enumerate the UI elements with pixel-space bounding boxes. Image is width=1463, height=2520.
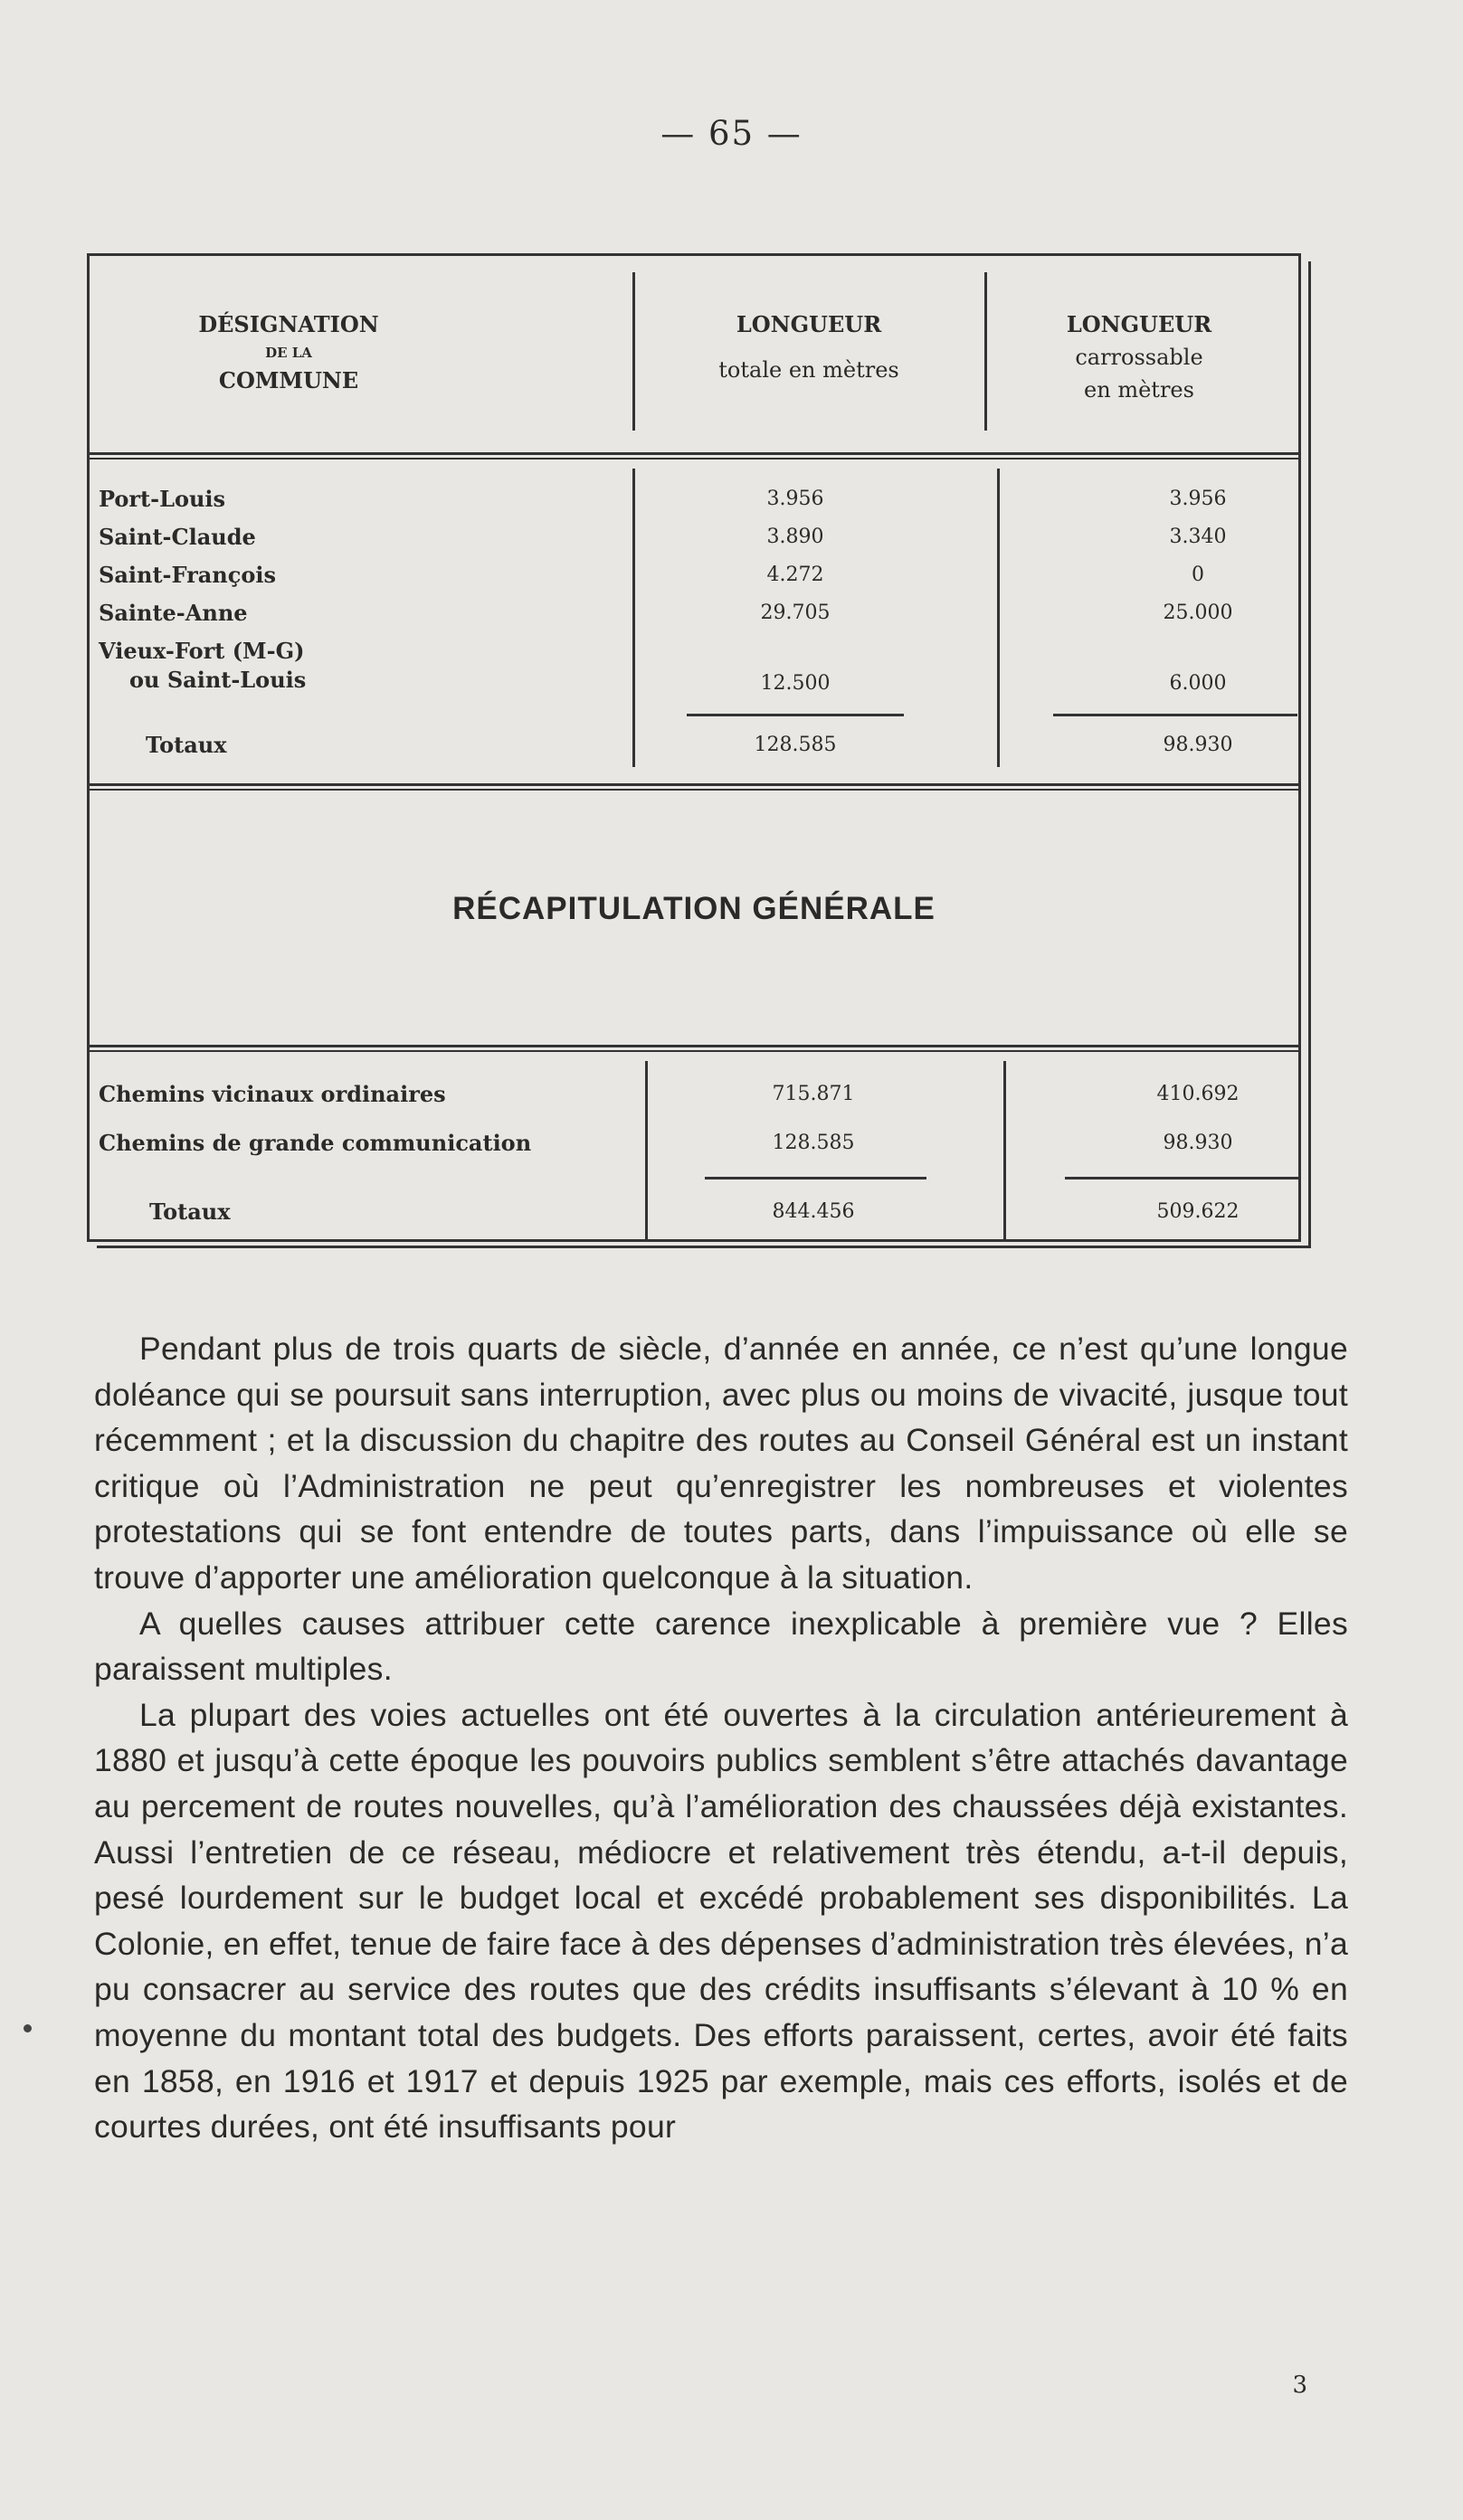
recap-row-label: Chemins vicinaux ordinaires xyxy=(99,1081,446,1107)
recap-cell-totale: 715.871 xyxy=(772,1083,855,1105)
header-rule xyxy=(90,458,1298,459)
signature-number: 3 xyxy=(1292,2372,1307,2399)
recap-cell-totale: 128.585 xyxy=(772,1132,855,1154)
recap-total-label: Totaux xyxy=(149,1198,231,1225)
cell-totale: 4.272 xyxy=(766,564,824,586)
row-label: Saint-Claude xyxy=(99,524,256,550)
column-divider xyxy=(632,272,635,431)
column-divider xyxy=(984,272,987,431)
subtotal-rule xyxy=(1053,714,1297,716)
subtotal-rule xyxy=(687,714,904,716)
column-divider xyxy=(1003,1061,1006,1242)
header-carrossable-line2: carrossable xyxy=(1075,345,1203,370)
row-label: Vieux-Fort (M-G) xyxy=(99,638,305,664)
page-number: — 65 — xyxy=(660,114,803,153)
total-label: Totaux xyxy=(146,732,227,758)
section-rule xyxy=(90,783,1298,786)
row-label: Saint-François xyxy=(99,562,277,588)
cell-carrossable: 3.340 xyxy=(1169,526,1227,548)
recap-total-totale: 844.456 xyxy=(772,1200,855,1223)
paragraph: A quelles causes attribuer cette carence inexplicable à première vue ? Elles paraissent multiples. xyxy=(94,1605,1348,1688)
total-carrossable: 98.930 xyxy=(1163,734,1233,756)
paragraph: Pendant plus de trois quarts de siècle, d’année en année, ce n’est qu’une longue doléance qui se poursuit sans interruption, avec plus ou moins de vivacité, jusque tout récemment ; et la discussion du chapitre des routes au Conseil Général est un instant critique où l’Administration ne peut qu’enregistrer les nombreuses et violentes protestations qui se font entendre de toutes parts, dans l’impuissance où elle se trouve d’apporter une amélioration quelconque à la situation. xyxy=(94,1331,1348,1596)
header-totale-line1: LONGUEUR xyxy=(736,311,882,337)
recap-row-label: Chemins de grande communication xyxy=(99,1130,532,1156)
recap-cell-carrossable: 98.930 xyxy=(1163,1132,1233,1154)
header-rule xyxy=(90,452,1298,455)
header-totale-line2: totale en mètres xyxy=(718,357,899,383)
cell-carrossable: 6.000 xyxy=(1169,672,1227,695)
recap-title: RÉCAPITULATION GÉNÉRALE xyxy=(452,891,936,926)
column-divider xyxy=(632,469,635,767)
header-designation xyxy=(126,308,451,397)
row-label: ou Saint-Louis xyxy=(129,667,307,693)
total-totale: 128.585 xyxy=(754,734,837,756)
cell-carrossable: 3.956 xyxy=(1169,488,1227,510)
cell-totale: 12.500 xyxy=(760,672,831,695)
cell-carrossable: 25.000 xyxy=(1163,602,1233,624)
paragraph: La plupart des voies actuelles ont été ouvertes à la circulation antérieurement à 1880 et jusqu’à cette époque les pouvoirs publics semblent s’être attachés davantage au percement de routes nouvelles, qu’à l’amélioration des chaussées déjà existantes. Aussi l’entretien de ce réseau, médiocre et relativement très étendu, a-t-il depuis, pesé lourdement sur le budget local et excédé probablement ses disponibilités. La Colonie, en effet, tenue de faire face à des dépenses d’administration très élevées, n’a pu consacrer au service des routes que des crédits insuffisants s’élevant à 10 % en moyenne du montant total des budgets. Des efforts paraissent, certes, avoir été faits en 1858, en 1916 et 1917 et depuis 1925 par exemple, mais ces efforts, isolés et de courtes durées, ont été insuffisants pour xyxy=(94,1696,1348,2146)
section-rule xyxy=(90,1045,1298,1047)
header-designation-line3: COMMUNE xyxy=(218,367,359,393)
cell-totale: 3.890 xyxy=(766,526,824,548)
cell-carrossable: 0 xyxy=(1192,564,1204,586)
subtotal-rule xyxy=(705,1177,926,1179)
header-longueur-totale xyxy=(651,308,967,386)
header-designation-line2: DE LA xyxy=(265,345,312,361)
header-designation-line1: DÉSIGNATION xyxy=(198,311,379,337)
recap-total-carrossable: 509.622 xyxy=(1156,1200,1240,1223)
recap-cell-carrossable: 410.692 xyxy=(1156,1083,1240,1105)
column-divider xyxy=(997,469,1000,767)
body-text xyxy=(94,1326,1348,2150)
road-length-table xyxy=(87,253,1301,1242)
subtotal-rule xyxy=(1065,1177,1298,1179)
cell-totale: 3.956 xyxy=(766,488,824,510)
row-label: Port-Louis xyxy=(99,486,226,512)
section-rule xyxy=(90,1050,1298,1052)
header-longueur-carrossable xyxy=(994,308,1284,406)
cell-totale: 29.705 xyxy=(760,602,831,624)
header-carrossable-line3: en mètres xyxy=(1084,377,1194,403)
header-carrossable-line1: LONGUEUR xyxy=(1066,311,1212,337)
column-divider xyxy=(645,1061,648,1242)
margin-mark xyxy=(24,2024,32,2032)
row-label: Sainte-Anne xyxy=(99,600,248,626)
section-rule xyxy=(90,789,1298,791)
